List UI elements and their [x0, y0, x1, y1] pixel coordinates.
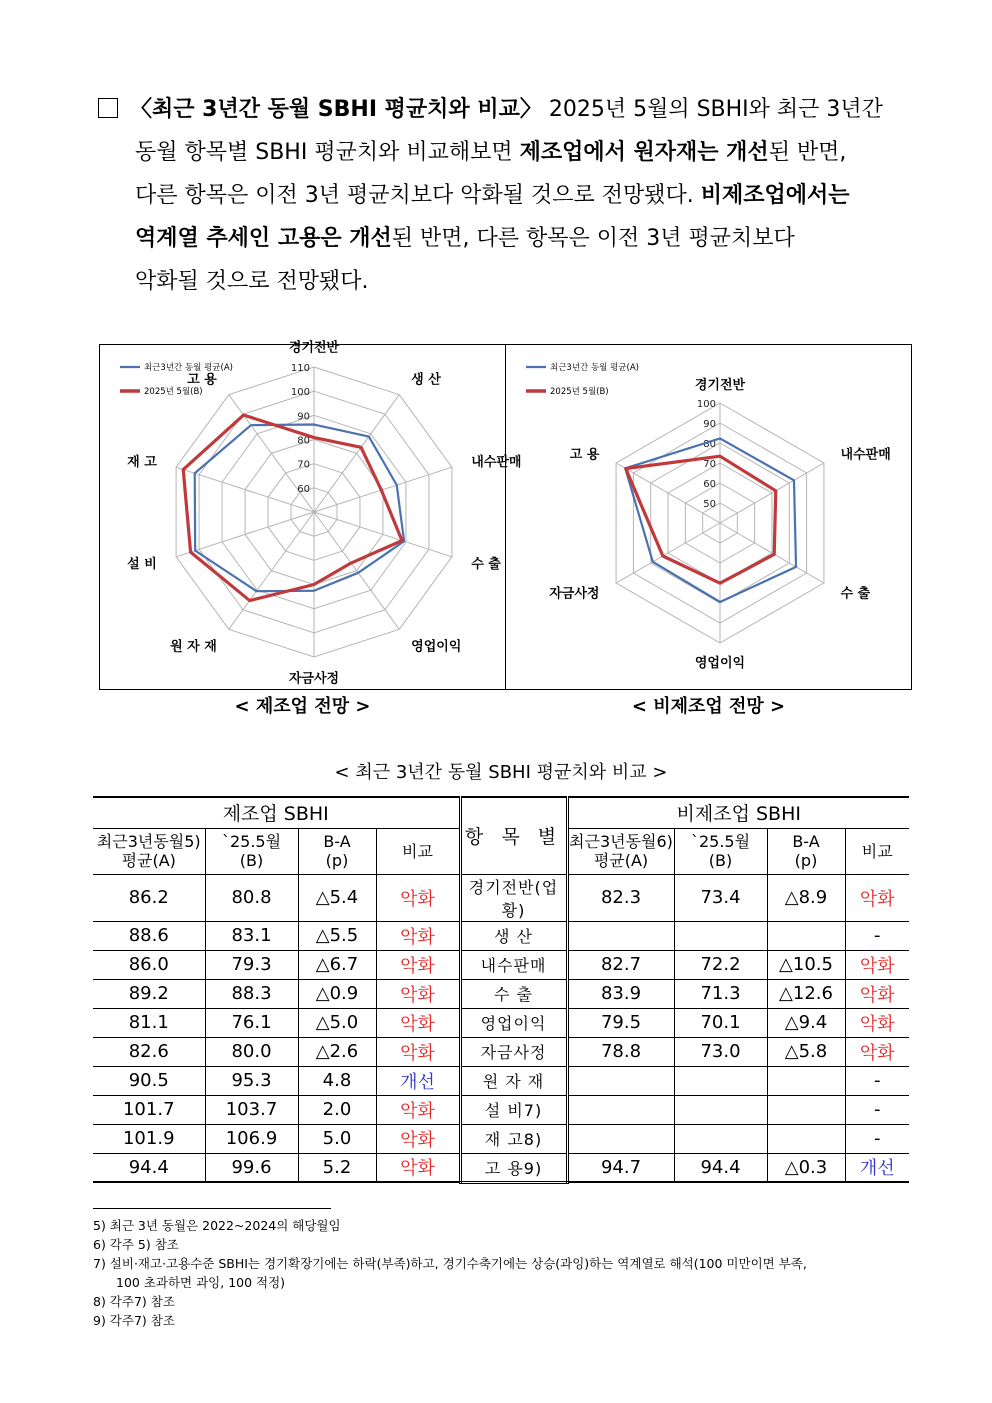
- n-avg-cell: [567, 1124, 674, 1153]
- n-diff-cell: [767, 1066, 845, 1095]
- m-diff-cell: △5.5: [298, 921, 376, 950]
- m-diff-cell: △0.9: [298, 979, 376, 1008]
- table-body: [93, 874, 909, 1182]
- m-current-cell: 95.3: [205, 1066, 298, 1095]
- m-avg-cell: 86.0: [93, 950, 205, 979]
- radar-spoke: [314, 512, 399, 629]
- n-current-cell: 70.1: [674, 1008, 767, 1037]
- col-header-m-diff: B-A (p): [298, 828, 376, 874]
- radar-axis-label: 경기전반: [288, 340, 340, 356]
- m-current-cell: 103.7: [205, 1095, 298, 1124]
- n-diff-cell: △0.3: [767, 1153, 845, 1182]
- item-column-header: 항 목 별: [460, 797, 567, 874]
- m-diff-cell: 5.2: [298, 1153, 376, 1182]
- n-compare-cell: -: [845, 1095, 909, 1124]
- m-compare-cell: 개선: [376, 1066, 460, 1095]
- radar-axis-label: 자금사정: [288, 671, 340, 687]
- item-cell: 설 비7): [460, 1095, 567, 1124]
- intro-heading: 〈최근 3년간 동월 SBHI 평균치와 비교〉: [130, 97, 542, 122]
- radar-axis-label: 수 출: [471, 557, 501, 573]
- table-row: [93, 1124, 909, 1153]
- legend-entry: 2025년 5월(B): [144, 387, 203, 397]
- m-compare-cell: 악화: [376, 874, 460, 921]
- footnote-7: 7) 설비·재고·고용수준 SBHI는 경기확장기에는 하락(부족)하고, 경기수축기에는 상승(과잉)하는 역계열로 해석(100 미만이면 부족,: [93, 1256, 807, 1271]
- n-current-cell: [674, 921, 767, 950]
- m-diff-cell: △2.6: [298, 1037, 376, 1066]
- radar-tick-label: 100: [290, 387, 310, 399]
- m-current-cell: 99.6: [205, 1153, 298, 1182]
- item-cell: 원 자 재: [460, 1066, 567, 1095]
- radar-axis-label: 재 고: [127, 454, 157, 470]
- nonmanufacturing-radar-svg: [506, 345, 911, 689]
- item-cell: 수 출: [460, 979, 567, 1008]
- radar-axis-label: 자금사정: [549, 586, 600, 602]
- nonmanufacturing-chart-caption: < 비제조업 전망 >: [631, 696, 786, 717]
- n-compare-cell: 개선: [845, 1153, 909, 1182]
- footnote-divider: [93, 1208, 331, 1209]
- table-row: [93, 1037, 909, 1066]
- m-current-cell: 80.0: [205, 1037, 298, 1066]
- n-current-cell: 73.4: [674, 874, 767, 921]
- table-row: [93, 1066, 909, 1095]
- n-compare-cell: 악화: [845, 950, 909, 979]
- col-header-n-compare: 비교: [845, 828, 909, 874]
- m-avg-cell: 101.9: [93, 1124, 205, 1153]
- m-compare-cell: 악화: [376, 1037, 460, 1066]
- m-diff-cell: 2.0: [298, 1095, 376, 1124]
- radar-axis-label: 경기전반: [694, 377, 746, 393]
- footnote-5: 5) 최근 3년 동월은 2022~2024의 해당월임: [93, 1218, 341, 1233]
- n-current-cell: [674, 1095, 767, 1124]
- radar-axis-label: 고 용: [187, 372, 217, 388]
- radar-axis-label: 원 자 재: [170, 639, 217, 655]
- m-diff-cell: △6.7: [298, 950, 376, 979]
- manufacturing-radar-svg: [100, 340, 522, 689]
- n-current-cell: [674, 1124, 767, 1153]
- m-avg-cell: 94.4: [93, 1153, 205, 1182]
- m-avg-cell: 82.6: [93, 1037, 205, 1066]
- table-row: [93, 874, 909, 921]
- n-avg-cell: 83.9: [567, 979, 674, 1008]
- intro-line-5: 악화될 것으로 전망됐다.: [135, 269, 369, 294]
- m-current-cell: 80.8: [205, 874, 298, 921]
- n-current-cell: 94.4: [674, 1153, 767, 1182]
- m-compare-cell: 악화: [376, 1124, 460, 1153]
- item-cell: 영업이익: [460, 1008, 567, 1037]
- m-avg-cell: 101.7: [93, 1095, 205, 1124]
- radar-axis-label: 설 비: [127, 557, 157, 573]
- manufacturing-group-header: 제조업 SBHI: [93, 797, 460, 828]
- nonmanufacturing-radar-chart: [505, 344, 912, 690]
- radar-axis-label: 생 산: [411, 372, 441, 388]
- item-cell: 내수판매: [460, 950, 567, 979]
- radar-tick-label: 70: [297, 459, 310, 471]
- radar-axis-label: 내수판매: [471, 454, 522, 470]
- footnote-8: 8) 각주7) 참조: [93, 1294, 175, 1309]
- col-header-m-current: `25.5월 (B): [205, 828, 298, 874]
- legend-entry: 최근3년간 동월 평균(A): [550, 363, 639, 373]
- footnotes: [93, 1216, 909, 1330]
- n-avg-cell: 94.7: [567, 1153, 674, 1182]
- m-current-cell: 79.3: [205, 950, 298, 979]
- n-diff-cell: [767, 1124, 845, 1153]
- intro-paragraph: [98, 88, 900, 303]
- m-compare-cell: 악화: [376, 921, 460, 950]
- n-diff-cell: △8.9: [767, 874, 845, 921]
- intro-line-4: 역계열 추세인 고용은 개선된 반면, 다른 항목은 이전 3년 평균치보다: [135, 226, 795, 251]
- m-avg-cell: 89.2: [93, 979, 205, 1008]
- table-title: < 최근 3년간 동월 SBHI 평균치와 비교 >: [334, 762, 668, 783]
- table-row: [93, 921, 909, 950]
- radar-tick-label: 60: [297, 483, 310, 495]
- n-compare-cell: 악화: [845, 1037, 909, 1066]
- m-avg-cell: 81.1: [93, 1008, 205, 1037]
- m-diff-cell: 5.0: [298, 1124, 376, 1153]
- manufacturing-chart-caption: < 제조업 전망 >: [234, 696, 371, 717]
- radar-axis-label: 영업이익: [694, 656, 746, 672]
- radar-tick-label: 90: [297, 411, 310, 423]
- n-diff-cell: △10.5: [767, 950, 845, 979]
- m-compare-cell: 악화: [376, 1153, 460, 1182]
- intro-line-3: 다른 항목은 이전 3년 평균치보다 악화될 것으로 전망됐다. 비제조업에서는: [135, 183, 850, 208]
- footnote-7-continued: 100 초과하면 과잉, 100 적정): [116, 1275, 286, 1290]
- radar-axis-label: 고 용: [569, 447, 600, 463]
- table-row: [93, 1095, 909, 1124]
- m-compare-cell: 악화: [376, 1008, 460, 1037]
- radar-tick-label: 90: [703, 419, 716, 430]
- intro-line-1: 〈최근 3년간 동월 SBHI 평균치와 비교〉 2025년 5월의 SBHI와 최근 3년간: [98, 88, 900, 131]
- radar-spoke: [314, 395, 399, 512]
- n-avg-cell: 78.8: [567, 1037, 674, 1066]
- item-cell: 생 산: [460, 921, 567, 950]
- intro-line-2: 동월 항목별 SBHI 평균치와 비교해보면 제조업에서 원자재는 개선된 반면,: [135, 140, 847, 165]
- m-current-cell: 106.9: [205, 1124, 298, 1153]
- n-avg-cell: [567, 1095, 674, 1124]
- m-current-cell: 88.3: [205, 979, 298, 1008]
- n-current-cell: 71.3: [674, 979, 767, 1008]
- footnote-6: 6) 각주 5) 참조: [93, 1237, 179, 1252]
- checkbox-bullet-icon: [98, 98, 118, 118]
- n-compare-cell: -: [845, 1066, 909, 1095]
- n-compare-cell: 악화: [845, 1008, 909, 1037]
- n-compare-cell: -: [845, 921, 909, 950]
- m-current-cell: 83.1: [205, 921, 298, 950]
- legend-entry: 최근3년간 동월 평균(A): [144, 363, 233, 373]
- n-avg-cell: [567, 921, 674, 950]
- item-cell: 재 고8): [460, 1124, 567, 1153]
- n-diff-cell: △5.8: [767, 1037, 845, 1066]
- nonmanufacturing-group-header: 비제조업 SBHI: [567, 797, 909, 828]
- m-current-cell: 76.1: [205, 1008, 298, 1037]
- radar-tick-label: 110: [290, 363, 310, 374]
- m-avg-cell: 88.6: [93, 921, 205, 950]
- radar-tick-label: 60: [703, 479, 716, 490]
- radar-axis-label: 영업이익: [411, 639, 462, 655]
- table-row: [93, 1008, 909, 1037]
- legend-entry: 2025년 5월(B): [550, 387, 609, 397]
- col-header-m-compare: 비교: [376, 828, 460, 874]
- col-header-n-current: `25.5월 (B): [674, 828, 767, 874]
- radar-tick-label: 50: [703, 499, 716, 510]
- n-avg-cell: [567, 1066, 674, 1095]
- radar-tick-label: 70: [703, 459, 716, 470]
- n-compare-cell: 악화: [845, 874, 909, 921]
- n-diff-cell: [767, 921, 845, 950]
- radar-series-avg: [195, 425, 404, 592]
- footnote-9: 9) 각주7) 참조: [93, 1313, 175, 1328]
- radar-spoke: [229, 512, 314, 629]
- n-diff-cell: [767, 1095, 845, 1124]
- n-diff-cell: △9.4: [767, 1008, 845, 1037]
- col-header-m-avg: 최근3년동월5) 평균(A): [93, 828, 205, 874]
- radar-tick-label: 80: [297, 435, 310, 447]
- col-header-n-diff: B-A (p): [767, 828, 845, 874]
- item-cell: 자금사정: [460, 1037, 567, 1066]
- n-avg-cell: 82.7: [567, 950, 674, 979]
- m-diff-cell: △5.0: [298, 1008, 376, 1037]
- m-avg-cell: 90.5: [93, 1066, 205, 1095]
- m-compare-cell: 악화: [376, 1095, 460, 1124]
- m-compare-cell: 악화: [376, 950, 460, 979]
- radar-series-current: [183, 415, 402, 601]
- radar-axis-label: 수 출: [840, 586, 871, 602]
- n-diff-cell: △12.6: [767, 979, 845, 1008]
- col-header-n-avg: 최근3년동월6) 평균(A): [567, 828, 674, 874]
- item-cell: 경기전반(업황): [460, 874, 567, 921]
- table-row: [93, 1153, 909, 1182]
- m-compare-cell: 악화: [376, 979, 460, 1008]
- m-diff-cell: 4.8: [298, 1066, 376, 1095]
- radar-tick-label: 100: [696, 399, 716, 410]
- n-compare-cell: -: [845, 1124, 909, 1153]
- table-row: [93, 950, 909, 979]
- n-compare-cell: 악화: [845, 979, 909, 1008]
- n-current-cell: 72.2: [674, 950, 767, 979]
- manufacturing-radar-chart: [99, 340, 522, 690]
- radar-tick-label: 80: [703, 439, 716, 450]
- radar-axis-label: 내수판매: [840, 447, 891, 463]
- sbhi-comparison-table: [93, 796, 909, 1184]
- m-avg-cell: 86.2: [93, 874, 205, 921]
- item-cell: 고 용9): [460, 1153, 567, 1182]
- m-diff-cell: △5.4: [298, 874, 376, 921]
- n-current-cell: [674, 1066, 767, 1095]
- n-avg-cell: 82.3: [567, 874, 674, 921]
- table-row: [93, 979, 909, 1008]
- n-avg-cell: 79.5: [567, 1008, 674, 1037]
- n-current-cell: 73.0: [674, 1037, 767, 1066]
